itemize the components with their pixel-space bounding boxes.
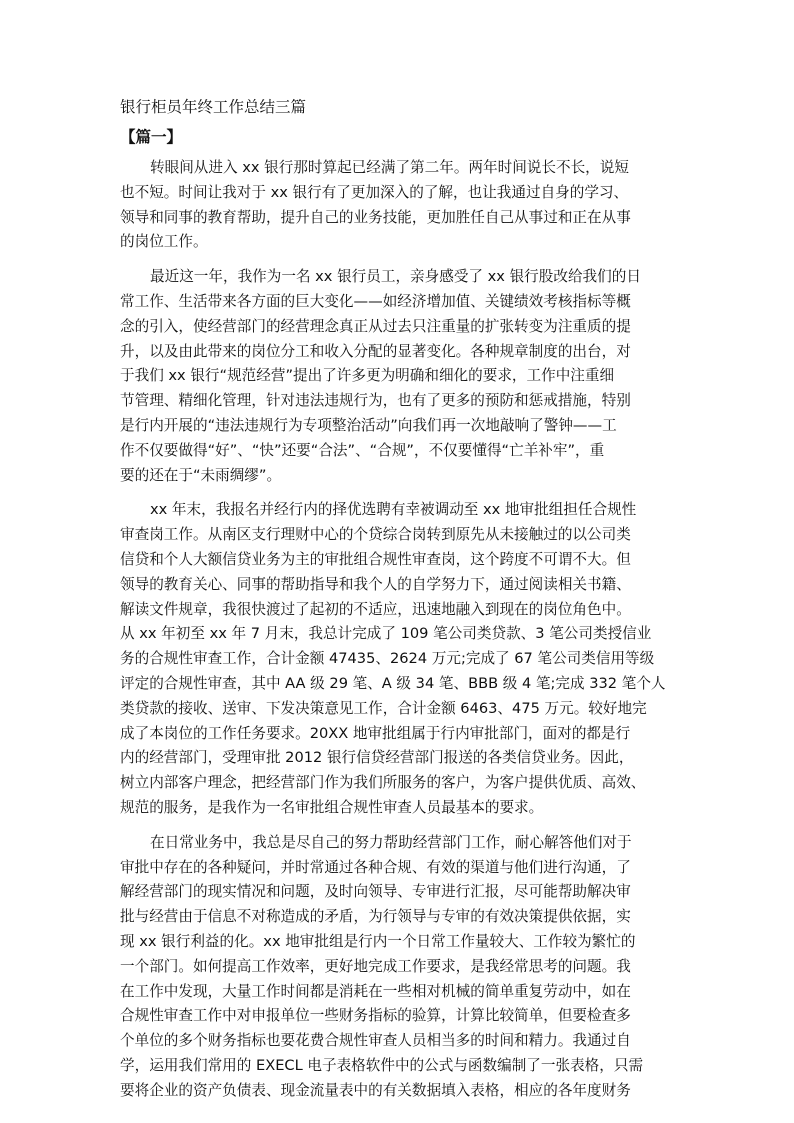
paragraph-line: 从 xx 年初至 xx 年 7 月末，我总计完成了 109 笔公司类贷款、3 笔公司类授信业: [120, 625, 652, 643]
paragraph-line: 在工作中发现，大量工作时间都是消耗在一些相对机械的简单重复劳动中，如在: [120, 982, 631, 1000]
paragraph-line: 一个部门。如何提高工作效率，更好地完成工作要求，是我经常思考的问题。我: [120, 957, 631, 975]
document-body: [120, 156, 688, 1103]
paragraph-line: 节管理、精细化管理，针对违法违规行为，也有了更多的预防和惩戒措施，特别: [120, 392, 631, 410]
document-title: 银行柜员年终工作总结三篇: [120, 98, 307, 116]
paragraph-line: 在日常业务中，我总是尽自己的努力帮助经营部门工作，耐心解答他们对于: [150, 833, 632, 851]
paragraph-line: 升，以及由此带来的岗位分工和收入分配的显著变化。各种规章制度的出台，对: [120, 342, 631, 360]
paragraph-line: 要将企业的资产负债表、现金流量表中的有关数据填入表格，相应的各年度财务: [120, 1081, 631, 1099]
paragraph-line: 也不短。时间让我对于 xx 银行有了更加深入的了解，也让我通过自身的学习、: [120, 183, 629, 201]
paragraph-line: 最近这一年，我作为一名 xx 银行员工，亲身感受了 xx 银行股改给我们的日: [150, 268, 641, 286]
paragraph-line: 转眼间从进入 xx 银行那时算起已经满了第二年。两年时间说长不长，说短: [150, 159, 629, 176]
paragraph: [120, 156, 688, 255]
paragraph-line: 信贷和个人大额信贷业务为主的审批组合规性审查岗，这个跨度不可谓不大。但: [120, 550, 631, 568]
paragraph-line: 作不仅要做得“好”、“快”还要“合法”、“合规”，不仅要懂得“亡羊补牢”，重: [120, 441, 605, 459]
paragraph-line: 合规性审查工作中对申报单位一些财务指标的验算，计算比较简单，但要检查多: [120, 1007, 631, 1025]
paragraph-line: 内的经营部门，受理审批 2012 银行信贷经营部门报送的各类信贷业务。因此，: [120, 749, 634, 767]
document-page: [120, 96, 688, 1113]
paragraph-line: 务的合规性审查工作，合计金额 47435、2624 万元;完成了 67 笔公司类信用等级: [120, 650, 655, 668]
paragraph-line: 领导的教育关心、同事的帮助指导和我个人的自学努力下，通过阅读相关书籍、: [120, 575, 631, 593]
paragraph-line: 审查岗工作。从南区支行理财中心的个贷综合岗转到原先从未接触过的以公司类: [120, 526, 631, 544]
paragraph-line: 是行内开展的“违法违规行为专项整治活动”向我们再一次地敲响了警钟——工: [120, 416, 617, 434]
paragraph-line: xx 年末，我报名并经行内的择优选聘有幸被调动至 xx 地审批组担任合规性: [150, 501, 637, 519]
paragraph-line: 要的还在于“未雨绸缪”。: [120, 466, 282, 484]
paragraph-line: 的岗位工作。: [120, 233, 208, 251]
paragraph-line: 学，运用我们常用的 EXECL 电子表格软件中的公式与函数编制了一张表格，只需: [120, 1056, 644, 1074]
paragraph: [120, 498, 688, 820]
paragraph-line: 于我们 xx 银行“规范经营”提出了许多更为明确和细化的要求，工作中注重细: [120, 367, 615, 385]
paragraph-line: 常工作、生活带来各方面的巨大变化——如经济增加值、关键绩效考核指标等概: [120, 292, 631, 310]
paragraph-line: 类贷款的接收、送审、下发决策意见工作，合计金额 6463、475 万元。较好地完: [120, 699, 647, 717]
paragraph-line: 领导和同事的教育帮助，提升自己的业务技能，更加胜任自己从事过和正在从事: [120, 208, 631, 226]
paragraph-line: 树立内部客户理念，把经营部门作为我们所服务的客户，为客户提供优质、高效、: [120, 774, 646, 792]
paragraph-line: 审批中存在的各种疑问，并时常通过各种合规、有效的渠道与他们进行沟通，了: [120, 858, 631, 876]
paragraph-line: 评定的合规性审查，其中 AA 级 29 笔、A 级 34 笔、BBB 级 4 笔;完成 332 笔个人: [120, 674, 666, 692]
paragraph: [120, 831, 688, 1104]
paragraph-line: 批与经营由于信息不对称造成的矛盾，为行领导与专审的有效决策提供依据，实: [120, 908, 631, 926]
paragraph-line: 现 xx 银行利益的化。xx 地审批组是行内一个日常工作量较大、工作较为繁忙的: [120, 932, 636, 950]
paragraph-line: 个单位的多个财务指标也要花费合规性审查人员相当多的时间和精力。我通过自: [120, 1032, 631, 1050]
paragraph: [120, 265, 688, 488]
paragraph-line: 解经营部门的现实情况和问题，及时向领导、专审进行汇报，尽可能帮助解决审: [120, 883, 631, 901]
paragraph-line: 规范的服务，是我作为一名审批组合规性审查人员最基本的要求。: [120, 798, 544, 816]
section-heading: 【篇一】: [120, 128, 183, 146]
paragraph-line: 成了本岗位的工作任务要求。20XX 地审批组属于行内审批部门，面对的都是行: [120, 724, 631, 742]
paragraph-line: 念的引入，使经营部门的经营理念真正从过去只注重量的扩张转变为注重质的提: [120, 317, 631, 335]
paragraph-line: 解读文件规章，我很快渡过了起初的不适应，迅速地融入到现在的岗位角色中。: [120, 600, 631, 618]
